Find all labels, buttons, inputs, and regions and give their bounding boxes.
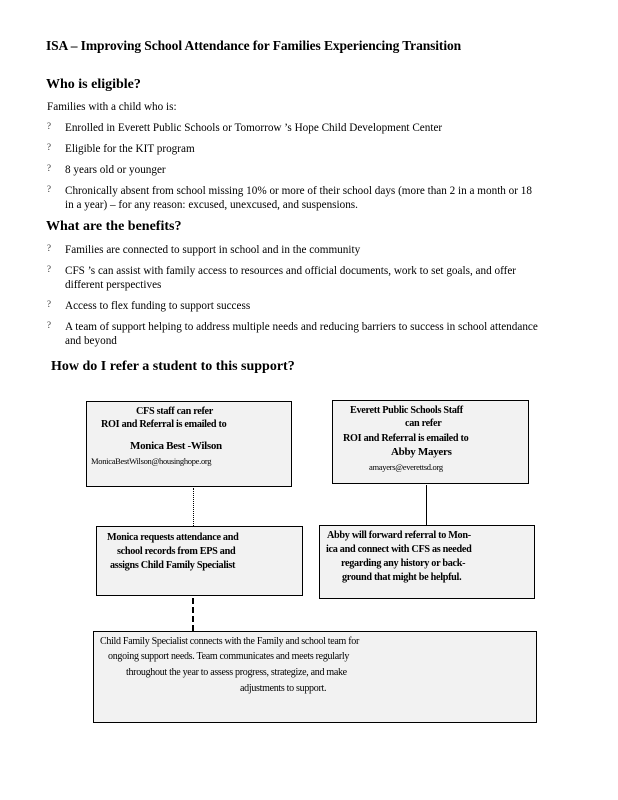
abby-box-line1: Abby will forward referral to Mon- — [327, 530, 471, 541]
abby-box-line2: ica and connect with CFS as needed — [326, 544, 472, 555]
list-item-text: 8 years old or younger — [65, 164, 166, 176]
abby-box-line4: ground that might be helpful. — [342, 572, 462, 583]
eligible-heading: Who is eligible? — [46, 77, 141, 92]
bullet-icon: ? — [47, 163, 51, 173]
list-item-text: Access to flex funding to support success — [65, 300, 251, 312]
monica-box-line3: assigns Child Family Specialist — [110, 560, 236, 571]
list-item-text: CFS ’s can assist with family access to resources and official documents, work to set goals, and offer different perspectives — [65, 265, 517, 291]
eps-box-contact-name: Abby Mayers — [391, 446, 452, 458]
eps-referral-box — [332, 400, 529, 484]
list-item-text: Families are connected to support in school and in the community — [65, 244, 361, 256]
bullet-icon: ? — [47, 184, 51, 194]
final-box-line4: adjustments to support. — [240, 683, 327, 694]
bullet-icon: ? — [47, 142, 51, 152]
cfs-referral-box — [86, 401, 292, 487]
cfs-box-email: MonicaBestWilson@housinghope.org — [91, 456, 212, 466]
connector-line — [426, 485, 427, 525]
monica-step-box — [96, 526, 303, 596]
monica-box-line2: school records from EPS and — [117, 546, 236, 557]
monica-box-line1: Monica requests attendance and — [107, 532, 239, 543]
bullet-icon: ? — [47, 121, 51, 131]
eligible-intro: Families with a child who is: — [47, 101, 177, 113]
bullet-icon: ? — [47, 299, 51, 309]
list-item-text: Eligible for the KIT program — [65, 143, 195, 155]
final-box-line1: Child Family Specialist connects with the Family and school team for — [100, 636, 360, 647]
cfs-box-line2: ROI and Referral is emailed to — [101, 419, 227, 430]
eps-box-email: amayers@everettsd.org — [369, 462, 443, 472]
final-box-line3: throughout the year to assess progress, strategize, and make — [126, 667, 347, 678]
bullet-icon: ? — [47, 320, 51, 330]
list-item-text: A team of support helping to address multiple needs and reducing barriers to success in school attendance and beyond — [65, 321, 538, 347]
family-connect-box — [93, 631, 537, 723]
benefits-heading: What are the benefits? — [46, 219, 182, 234]
connector-line — [192, 598, 194, 631]
eps-box-line2: can refer — [405, 418, 442, 429]
eps-box-line1: Everett Public Schools Staff — [350, 405, 463, 416]
abby-step-box — [319, 525, 535, 599]
page-title: ISA – Improving School Attendance for Families Experiencing Transition — [46, 38, 462, 53]
abby-box-line3: regarding any history or back- — [341, 558, 466, 569]
eps-box-line3: ROI and Referral is emailed to — [343, 433, 469, 444]
cfs-box-contact-name: Monica Best -Wilson — [130, 440, 222, 452]
connector-line — [193, 488, 194, 526]
bullet-icon: ? — [47, 264, 51, 274]
list-item-text: Enrolled in Everett Public Schools or Tomorrow ’s Hope Child Development Center — [65, 122, 443, 134]
cfs-box-line1: CFS staff can refer — [136, 406, 213, 417]
final-box-line2: ongoing support needs. Team communicates and meets regularly — [108, 651, 350, 662]
list-item-text: Chronically absent from school missing 10% or more of their school days (more than 2 in a month or 18 in a year) – for any reason: excused, unexcused, and suspensions. — [65, 185, 532, 211]
refer-heading: How do I refer a student to this support? — [51, 359, 295, 374]
bullet-icon: ? — [47, 243, 51, 253]
